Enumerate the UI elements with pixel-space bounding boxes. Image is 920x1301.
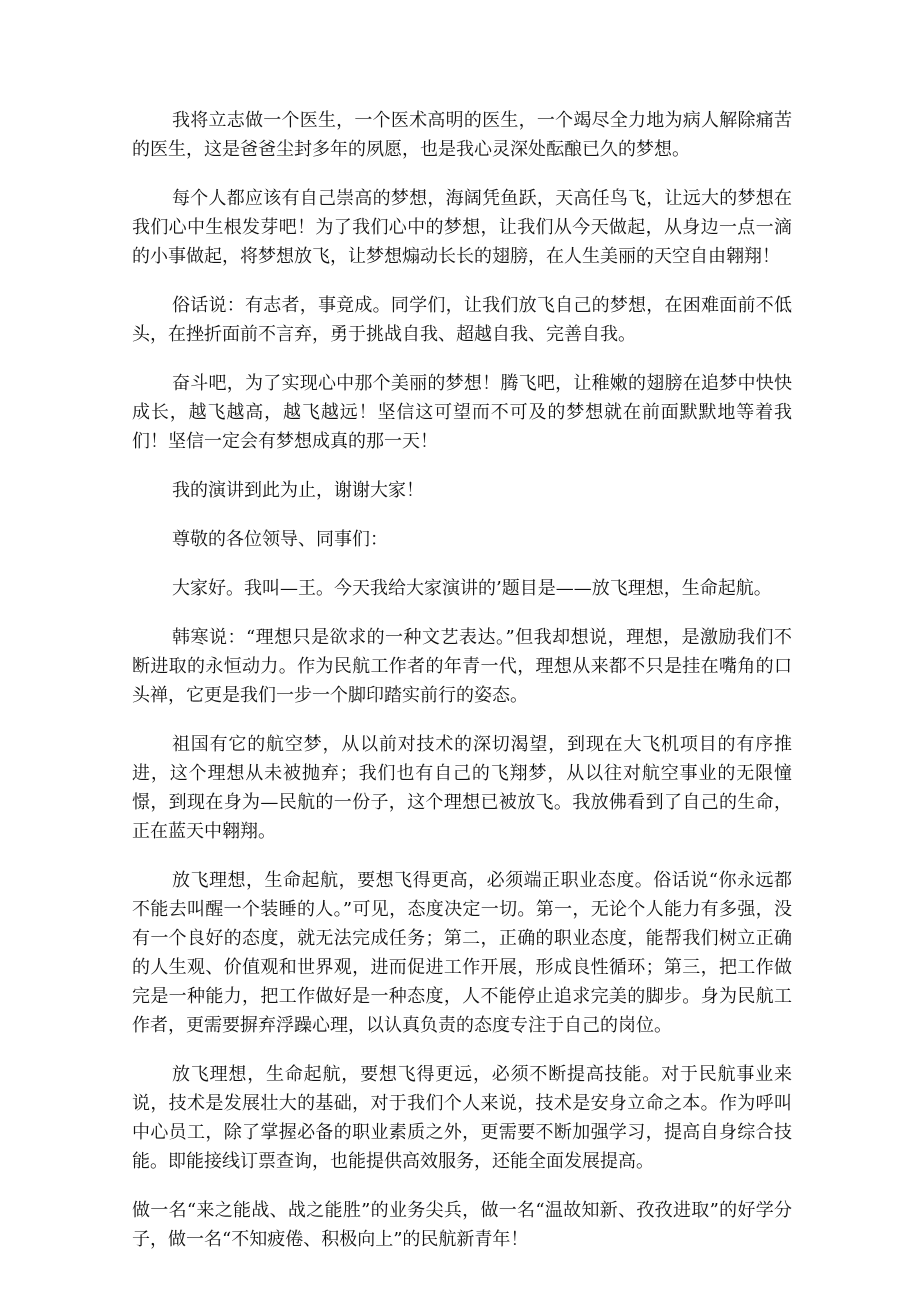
paragraph-improve-skills: 放飞理想，生命起航，要想飞得更远，必须不断提高技能。对于民航事业来说，技术是发展壮大的基础，对于我们个人来说，技术是安身立命之本。作为呼叫中心员工，除了掌握必备的职业素质之外，更需要不断加强学习，提高自身综合技能。即能接线订票查询，也能提供高效服务，还能全面发展提高。	[132, 1064, 792, 1172]
paragraph-lofty-dreams: 每个人都应该有自己崇高的梦想，海阔凭鱼跃，天高任鸟飞，让远大的梦想在我们心中生根发芽吧！为了我们心中的梦想，让我们从今天做起，从身边一点一滴的小事做起，将梦想放飞，让梦想煽动长长的翅膀，在人生美丽的天空自由翱翔！	[132, 188, 792, 267]
document-body	[132, 106, 792, 1274]
paragraph-closing-thanks: 我的演讲到此为止，谢谢大家！	[172, 480, 424, 501]
paragraph-aviation-dream: 祖国有它的航空梦，从以前对技术的深切渴望，到现在大飞机项目的有序推进，这个理想从未被抛弃；我们也有自己的飞翔梦，从以往对航空事业的无限憧憬，到现在身为—民航的一份子，这个理想已被放飞。我放佛看到了自己的生命，正在蓝天中翱翔。	[132, 734, 792, 842]
paragraph-salutation: 尊敬的各位领导、同事们：	[172, 529, 388, 550]
paragraph-doctor-dream: 我将立志做一个医生，一个医术高明的医生，一个竭尽全力地为病人解除痛苦的医生，这是爸爸尘封多年的夙愿，也是我心灵深处酝酿已久的梦想。	[132, 110, 792, 160]
paragraph-greeting-topic: 大家好。我叫—王。今天我给大家演讲的’题目是——放飞理想，生命起航。	[172, 578, 772, 599]
paragraph-work-attitude: 放飞理想，生命起航，要想飞得更高，必须端正职业态度。俗话说“你永远都不能去叫醒一个装睡的人。”可见，态度决定一切。第一，无论个人能力有多强，没有一个良好的态度，就无法完成任务；第二，正确的职业态度，能帮我们树立正确的人生观、价值观和世界观，进而促进工作开展，形成良性循环；第三，把工作做完是一种能力，把工作做好是一种态度，人不能停止追求完美的脚步。身为民航工作者，更需要摒弃浮躁心理，以认真负责的态度专注于自己的岗位。	[132, 870, 792, 1036]
paragraph-strive: 奋斗吧，为了实现心中那个美丽的梦想！腾飞吧，让稚嫩的翅膀在追梦中快快成长，越飞越高，越飞越远！坚信这可望而不可及的梦想就在前面默默地等着我们！坚信一定会有梦想成真的那一天！	[132, 373, 792, 452]
paragraph-final-call: 做一名“来之能战、战之能胜”的业务尖兵，做一名“温故知新、孜孜进取”的好学分子，做一名“不知疲倦、积极向上”的民航新青年！	[132, 1200, 792, 1250]
paragraph-proverb-will: 俗话说：有志者，事竟成。同学们，让我们放飞自己的梦想，在困难面前不低头，在挫折面前不言弃，勇于挑战自我、超越自我、完善自我。	[132, 295, 792, 345]
paragraph-hanhan-quote: 韩寒说：“理想只是欲求的一种文艺表达。”但我却想说，理想，是激励我们不断进取的永恒动力。作为民航工作者的年青一代，理想从来都不只是挂在嘴角的口头禅，它更是我们一步一个脚印踏实前行的姿态。	[132, 627, 792, 706]
